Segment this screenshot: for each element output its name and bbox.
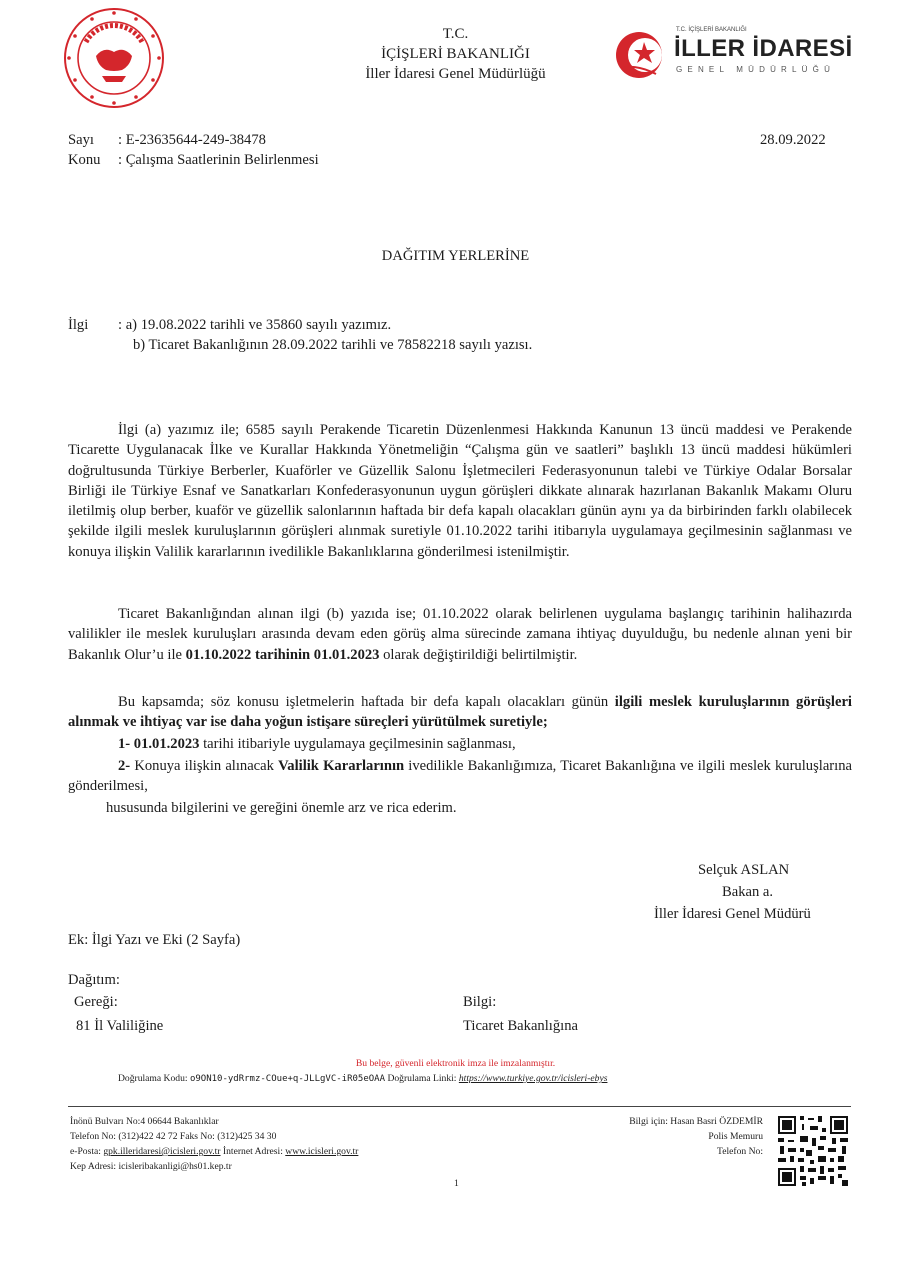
esign-notice: Bu belge, güvenli elektronik imza ile imzalanmıştır.	[355, 1058, 556, 1069]
bilgi-value: Ticaret Bakanlığına	[463, 1018, 578, 1034]
footer-address: İnönü Bulvarı No:4 06644 Bakanlıklar	[70, 1116, 219, 1127]
logo-sub-text: GENEL MÜDÜRLÜĞÜ	[676, 65, 836, 74]
list-item-1: 1- 01.01.2023 tarihi itibariyle uygulamaya geçilmesinin sağlanması,	[118, 736, 516, 752]
logo-main-text: İLLER İDARESİ	[674, 35, 853, 62]
logo-small-text: T.C. İÇİŞLERİ BAKANLIĞI	[676, 27, 747, 33]
addressee: DAĞITIM YERLERİNE	[381, 248, 530, 264]
footer-email-web: e-Posta: gpk.illeridaresi@icisleri.gov.tr İnternet Adresi: www.icisleri.gov.tr	[70, 1146, 359, 1157]
footer-divider	[68, 1106, 851, 1107]
signatory-name: Selçuk ASLAN	[698, 862, 790, 878]
signatory-title-2: İller İdaresi Genel Müdürü	[654, 906, 811, 922]
document-date: 28.09.2022	[760, 132, 826, 148]
ilgi-a: : a) 19.08.2022 tarihli ve 35860 sayılı yazımız.	[118, 317, 392, 333]
paragraph-3-bold: ilgili meslek kuruluşlarının görüşleri alınmak ve ihtiyaç var ise daha yoğun istişare süreçleri yürütülmek suretiyle;	[68, 694, 852, 731]
footer-email-link[interactable]: gpk.illeridaresi@icisleri.gov.tr	[103, 1146, 221, 1157]
footer-info-contact: Bilgi için: Hasan Basri ÖZDEMİR	[629, 1116, 763, 1127]
page-number: 1	[454, 1178, 459, 1189]
gerei-label: Gereği:	[74, 994, 118, 1010]
sayi-label: Sayı	[68, 132, 94, 148]
verification-code: o9ON10-ydRrmz-COue+q-JLLgVC-iR05eOAA	[189, 1074, 386, 1084]
footer-phone: Telefon No: (312)422 42 72 Faks No: (312)425 34 30	[70, 1131, 277, 1142]
konu-label: Konu	[68, 152, 101, 168]
paragraph-2: Ticaret Bakanlığından alınan ilgi (b) yazıda ise; 01.10.2022 olarak belirlenen uygulama başlangıç tarihinin halihazırda valilikler ile meslek kuruluşları arasında devam eden görüş alma sürecinde zamana ihtiyaç duyulduğu, bu nedenle alınan yeni bir Bakanlık Olur’u ile 01.10.2022 tarihinin 01.01.2023 olarak değiştirildiği belirtilmiştir.	[68, 606, 852, 663]
logo-emblem-icon	[614, 30, 664, 80]
qr-code	[776, 1114, 850, 1188]
header-tc: T.C.	[442, 26, 469, 42]
distribution-label: Dağıtım:	[68, 972, 120, 988]
iller-idaresi-logo	[614, 24, 854, 86]
gerei-value: 81 İl Valiliğine	[76, 1018, 164, 1034]
bilgi-label: Bilgi:	[463, 994, 497, 1010]
ilgi-label: İlgi	[68, 317, 89, 333]
footer-info-title: Polis Memuru	[708, 1131, 763, 1142]
verification-link[interactable]: https://www.turkiye.gov.tr/icisleri-ebys	[458, 1073, 608, 1084]
sayi-value: : E-23635644-249-38478	[118, 132, 266, 148]
header-directorate: İller İdaresi Genel Müdürlüğü	[365, 66, 546, 82]
footer-web-link[interactable]: www.icisleri.gov.tr	[285, 1146, 359, 1157]
header-ministry: İÇİŞLERİ BAKANLIĞI	[381, 46, 530, 62]
attachment-note: Ek: İlgi Yazı ve Eki (2 Sayfa)	[68, 932, 241, 948]
closing-line: hususunda bilgilerini ve gereğini önemle arz ve rica ederim.	[106, 800, 457, 816]
ilgi-b: b) Ticaret Bakanlığının 28.09.2022 tarihli ve 78582218 sayılı yazısı.	[133, 337, 533, 353]
signatory-title-1: Bakan a.	[722, 884, 774, 900]
konu-value: : Çalışma Saatlerinin Belirlenmesi	[118, 152, 319, 168]
paragraph-3: Bu kapsamda; söz konusu işletmelerin haftada bir defa kapalı olacakları günün ilgili meslek kuruluşlarının görüşleri alınmak ve ihtiyaç var ise daha yoğun istişare süreçleri yürütülmek suretiyle;	[68, 694, 852, 731]
footer-info-phone: Telefon No:	[717, 1146, 763, 1157]
list-item-2: 2- Konuya ilişkin alınacak Valilik Kararlarının ivedilikle Bakanlığımıza, Ticaret Bakanlığına ve ilgili meslek kuruluşlarına gönderilmesi,	[68, 758, 852, 795]
verification-line: Doğrulama Kodu: o9ON10-ydRrmz-COue+q-JLLgVC-iR05eOAA Doğrulama Linki: https://www.turkiye.gov.tr/icisleri-ebys	[118, 1073, 608, 1084]
paragraph-2-bold: 01.10.2022 tarihinin 01.01.2023	[185, 646, 380, 663]
paragraph-1: İlgi (a) yazımız ile; 6585 sayılı Perakende Ticaretin Düzenlenmesi Hakkında Kanunun 13 üncü maddesi ve Perakende Ticarette Uygulanacak İlke ve Kurallar Hakkında Yönetmeliğin “Çalışma gün ve saatleri” başlıklı 13 üncü maddesi hükümleri doğrultusunda Türkiye Berberler, Kuaförler ve Güzellik Salonu İşletmecileri Federasyonunun talebi ve Türkiye Odalar Borsalar Birliği ile Türkiye Esnaf ve Sanatkarları Konfederasyonunun uygun görüşleri dikkate alınarak hazırlanan Bakanlık Makamı Oluru iletilmiş olup berber, kuaför ve güzellik salonlarının haftada bir defa kapalı olacakları günün aynı ya da birbirinden farklı olabilecek şekilde ilgili meslek kuruluşlarının görüşleri alınmak suretiyle 01.10.2022 tarihi itibarıyla uygulamaya geçilmesinin sağlanması ve konuya ilişkin Valilik kararlarının ivedilikle Bakanlıklarına gönderilmesi istenilmiştir.	[68, 422, 852, 560]
footer-kep: Kep Adresi: icisleribakanligi@hs01.kep.tr	[70, 1161, 232, 1172]
